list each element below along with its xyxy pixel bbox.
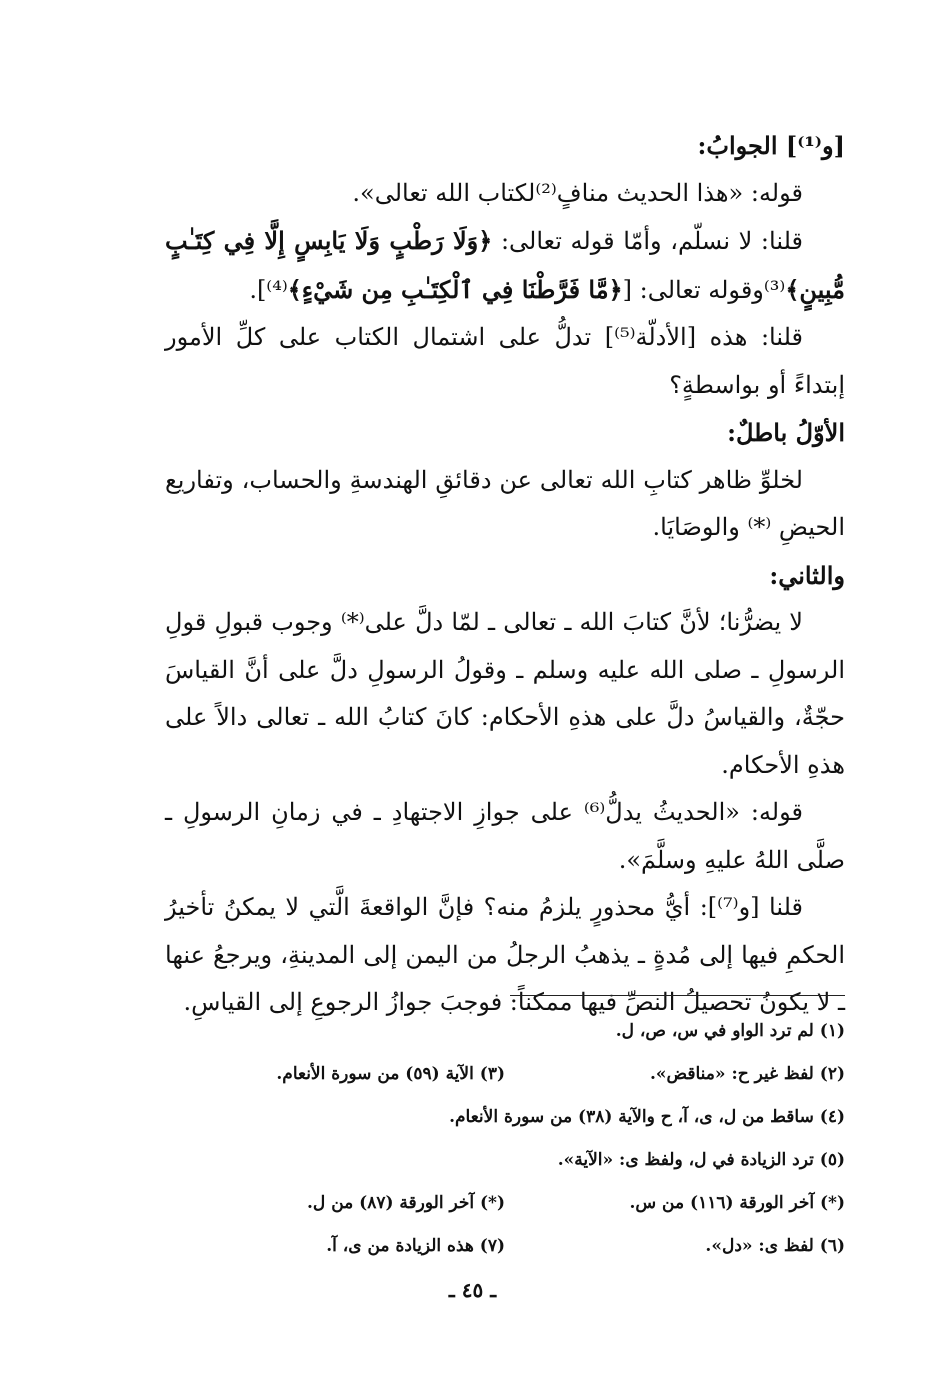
paragraph-objection-1: قوله: «هذا الحديث منافٍ⁽²⁾لكتاب الله تعالى». [352, 178, 803, 207]
reply-middle: ⁽³⁾وقوله تعالى: [ [622, 275, 786, 304]
footnote-star-2: (*) آخر الورقة (٨٧) من ل. [307, 1193, 505, 1213]
footnote-row [165, 1225, 845, 1268]
footnotes [165, 1010, 845, 1268]
quran-verse-2: ﴿مَّا فَرَّطْنَا فِي ٱلْكِتَـٰبِ مِن شَيْءٍ﴾ [287, 274, 623, 304]
second-heading: والثاني: [769, 560, 845, 590]
page-number: ـ ٤٥ ـ [448, 1278, 497, 1302]
footnote-1: (١) لم ترد الواو في س، ص، ل. [615, 1021, 845, 1041]
footnote-4: (٤) ساقط من ل، ى، آ، ح والآية (٣٨) من سورة الأنعام. [449, 1107, 845, 1127]
paragraph-objection-2: قوله: «الحديثُ يدلُّ⁽⁶⁾ على جوازِ الاجتهادِ ـ في زمانِ الرسولِ ـ صلَّى اللهُ عليهِ وسلَّمَ». [165, 798, 845, 874]
answer-heading: [و⁽¹⁾] الجوابُ: [697, 131, 845, 160]
paragraph-reply-2: قلنا [و⁽⁷⁾]: أيُّ محذورٍ يلزمُ منه؟ فإنَّ الواقعةَ الَّتي لا يمكنُ تأخيرُ الحكمِ فيها إلى مُدةٍ ـ يذهبُ الرجلُ من اليمن إلى المدينةِ، ويرجعُ عنها ـ لا يكونُ تحصيلُ النصِّ فيها ممكناً: فوجبَ جوازُ الرجوعِ إلى القياسِ. [165, 893, 845, 1016]
footnote-7: (٧) هذه الزيادة من ى، آ. [326, 1236, 505, 1256]
footnote-2: (٢) لفظ غير ح: «مناقض». [649, 1064, 845, 1084]
footnote-6: (٦) لفظ ى: «دل». [705, 1236, 845, 1256]
footnote-row [165, 1182, 845, 1225]
main-text [165, 122, 845, 1027]
reply-intro: قلنا: لا نسلّم، وأمّا قوله تعالى: [492, 227, 803, 255]
paragraph-question: قلنا: هذه [الأدلّة⁽⁵⁾] تدلُّ على اشتمال الكتاب على كلِّ الأمور إبتداءً أو بواسطةٍ؟ [165, 323, 845, 399]
footnote-row [165, 1053, 845, 1096]
quran-verse-1: ﴿وَلَا رَطْبٍ وَلَا يَابِسٍ إِلَّا فِي كِتَـٰبٍ مُّبِينٍ﴾ [165, 226, 845, 304]
reply-end: ⁽⁴⁾]. [249, 275, 288, 304]
paragraph-second: لا يضرُّنا؛ لأنَّ كتابَ الله ـ تعالى ـ لمّا دلَّ على⁽*⁾ وجوب قبولِ قولِ الرسولِ ـ صلى الله عليه وسلم ـ وقولُ الرسولِ دلَّ على أنَّ القياسَ حجّةٌ، والقياسُ دلَّ على هذهِ الأحكام: كانَ كتابُ الله ـ تعالى دالاً على هذهِ الأحكام. [165, 608, 845, 779]
footnote-3: (٣) الآية (٥٩) من سورة الأنعام. [276, 1064, 505, 1084]
first-heading: الأوّلُ باطلٌ: [727, 418, 845, 447]
footnote-divider [510, 995, 845, 996]
footnote-5: (٥) ترد الزيادة في ل، ولفظ ى: «الآية». [557, 1150, 845, 1170]
paragraph-reply-verses [165, 217, 845, 314]
footnote-star-1: (*) آخر الورقة (١١٦) من س. [629, 1193, 845, 1213]
paragraph-first: لخلوِّ ظاهر كتابِ الله تعالى عن دقائقِ الهندسةِ والحساب، وتفاريع الحيضِ ⁽*⁾ والوصَايَا. [165, 465, 845, 541]
